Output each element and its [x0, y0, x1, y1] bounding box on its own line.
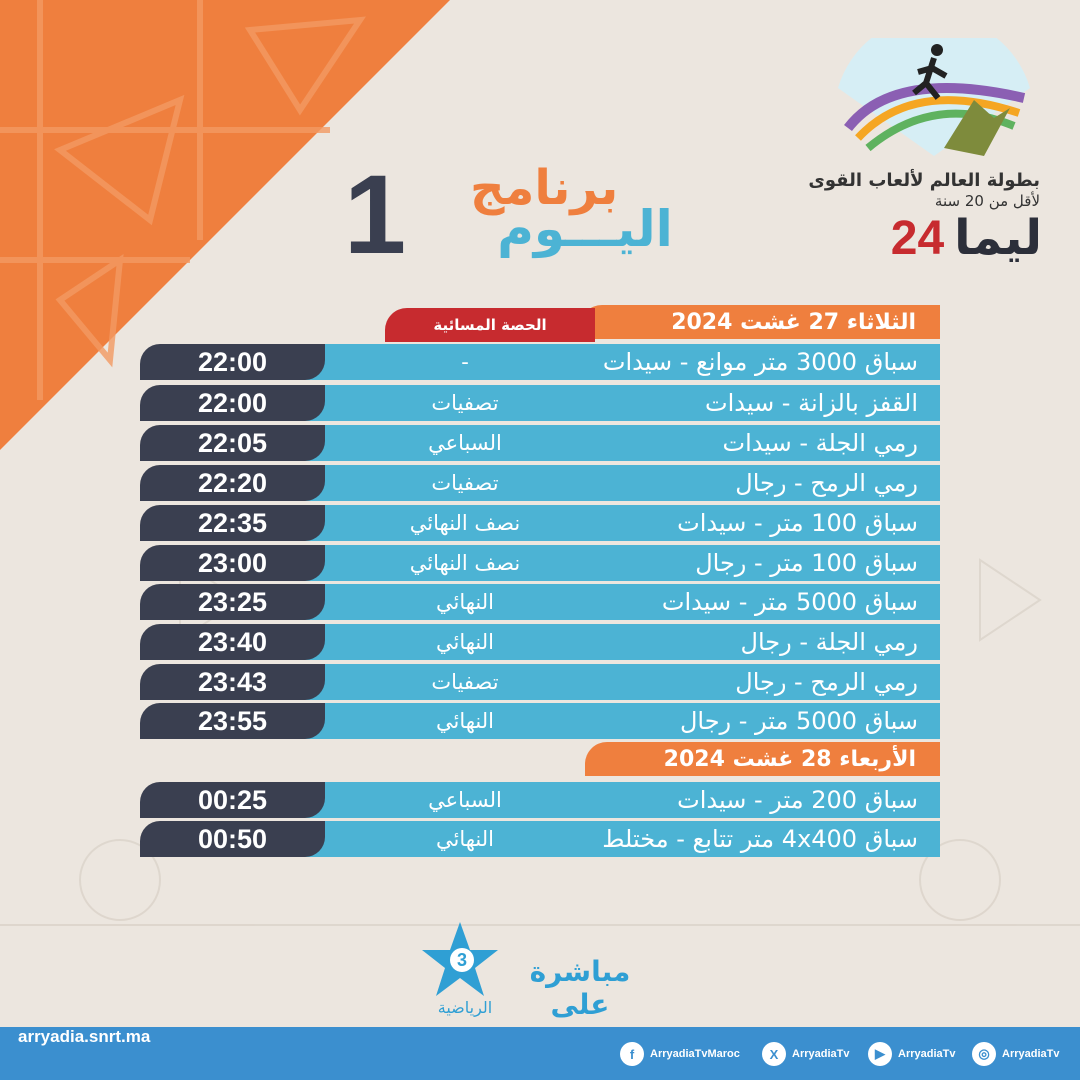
facebook-icon: f	[620, 1042, 644, 1066]
event-time: 23:43	[140, 664, 325, 700]
day-header: الثلاثاء 27 غشت 2024	[580, 305, 940, 339]
channel-name: الرياضية	[437, 998, 493, 1017]
championship-logo	[834, 38, 1034, 158]
event-time: 00:50	[140, 821, 325, 857]
social-facebook[interactable]	[620, 1041, 740, 1067]
day-header: الأربعاء 28 غشت 2024	[585, 742, 940, 776]
event-name: سباق 3000 متر موانع - سيدات	[602, 348, 918, 376]
live-on-label: مباشرة على	[529, 955, 631, 1021]
event-name: سباق 5000 متر - سيدات	[661, 588, 918, 616]
event-name: سباق 4x400 متر تتابع - مختلط	[602, 825, 918, 853]
brand-city: ليما	[954, 210, 1042, 266]
social-handle: ArryadiaTvMaroc	[650, 1048, 740, 1060]
schedule-row	[140, 465, 940, 501]
social-youtube[interactable]	[868, 1041, 955, 1067]
social-x[interactable]	[762, 1041, 849, 1067]
footer-bar	[0, 1027, 1080, 1080]
schedule-row	[140, 584, 940, 620]
day-title: اليـــوم	[497, 200, 673, 258]
social-handle: ArryadiaTv	[792, 1048, 850, 1060]
event-round: تصفيات	[431, 391, 499, 415]
event-time: 22:20	[140, 465, 325, 501]
championship-title: بطولة العالم لألعاب القوى	[808, 170, 1040, 191]
schedule-row	[140, 624, 940, 660]
x-icon: X	[762, 1042, 786, 1066]
social-handle: ArryadiaTv	[1002, 1048, 1060, 1060]
event-time: 23:00	[140, 545, 325, 581]
event-round: النهائي	[436, 709, 494, 733]
day-number: 1	[343, 152, 407, 277]
schedule-row	[140, 782, 940, 818]
championship-subtitle: لأقل من 20 سنة	[934, 192, 1040, 210]
event-brand	[820, 210, 1042, 266]
instagram-icon: ◎	[972, 1042, 996, 1066]
event-time: 23:40	[140, 624, 325, 660]
schedule-row	[140, 821, 940, 857]
event-time: 22:35	[140, 505, 325, 541]
schedule-row	[140, 545, 940, 581]
event-round: نصف النهائي	[409, 551, 521, 575]
event-name: سباق 100 متر - سيدات	[677, 509, 918, 537]
event-round: السباعي	[428, 788, 502, 812]
schedule-row	[140, 664, 940, 700]
event-round: النهائي	[436, 590, 494, 614]
event-name: رمي الرمح - رجال	[735, 469, 918, 497]
schedule-row	[140, 425, 940, 461]
event-name: رمي الرمح - رجال	[735, 668, 918, 696]
program-title: برنامج	[470, 160, 619, 216]
schedule-row	[140, 505, 940, 541]
event-name: سباق 5000 متر - رجال	[679, 707, 918, 735]
website-link[interactable]: arryadia.snrt.ma	[18, 1027, 151, 1046]
event-time: 22:00	[140, 344, 325, 380]
event-time: 23:55	[140, 703, 325, 739]
event-round: السباعي	[428, 431, 502, 455]
channel-star-logo	[420, 920, 500, 1000]
event-name: القفز بالزانة - سيدات	[704, 389, 918, 417]
event-round: نصف النهائي	[409, 511, 521, 535]
social-handle: ArryadiaTv	[898, 1048, 956, 1060]
channel-number: 3	[456, 950, 468, 970]
event-round: تصفيات	[431, 670, 499, 694]
session-label: الحصة المسائية	[385, 308, 595, 342]
event-name: سباق 200 متر - سيدات	[677, 786, 918, 814]
event-name: رمي الجلة - رجال	[740, 628, 918, 656]
schedule-row	[140, 703, 940, 739]
social-instagram[interactable]	[972, 1041, 1059, 1067]
event-round: النهائي	[436, 827, 494, 851]
event-time: 22:00	[140, 385, 325, 421]
brand-year: 24	[890, 211, 945, 265]
event-name: رمي الجلة - سيدات	[722, 429, 918, 457]
schedule-row	[140, 385, 940, 421]
event-time: 23:25	[140, 584, 325, 620]
schedule-row	[140, 344, 940, 380]
event-round: تصفيات	[431, 471, 499, 495]
event-round: -	[461, 350, 469, 374]
event-name: سباق 100 متر - رجال	[695, 549, 918, 577]
event-round: النهائي	[436, 630, 494, 654]
event-time: 00:25	[140, 782, 325, 818]
youtube-icon: ▶	[868, 1042, 892, 1066]
event-time: 22:05	[140, 425, 325, 461]
